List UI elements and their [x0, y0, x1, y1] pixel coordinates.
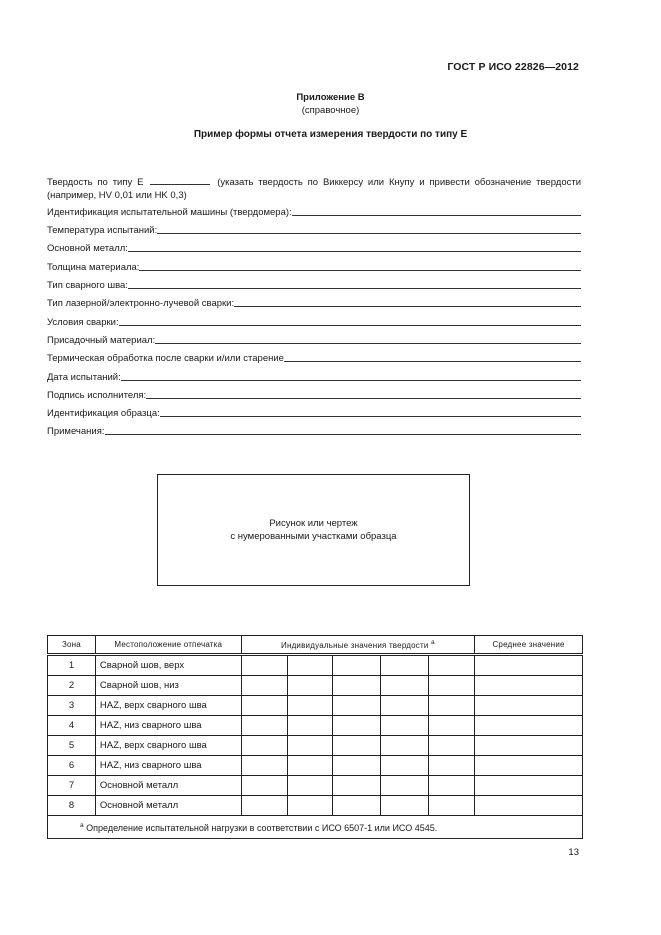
field-machine-id	[47, 204, 581, 218]
field-label: Тип лазерной/электронно-лучевой сварки:	[47, 298, 235, 309]
table-row	[48, 696, 583, 716]
value-cell[interactable]	[287, 776, 333, 796]
average-cell[interactable]	[475, 756, 583, 776]
figure-caption-line2: с нумерованными участками образца	[230, 531, 397, 542]
table-row	[48, 716, 583, 736]
zone-cell: 6	[48, 756, 96, 776]
value-cell[interactable]	[429, 655, 475, 676]
value-cell[interactable]	[241, 655, 287, 676]
table-row	[48, 655, 583, 676]
field-weld-type	[47, 277, 581, 291]
value-cell[interactable]	[287, 696, 333, 716]
value-cell[interactable]	[381, 756, 429, 776]
footnote-text: Определение испытательной нагрузки в соответствии с ИСО 6507-1 или ИСО 4545.	[86, 822, 438, 833]
header-individual-values	[241, 636, 474, 655]
hardness-type-label: Твердость по типу Е	[47, 177, 144, 188]
table-row	[48, 676, 583, 696]
header-location: Местоположение отпечатка	[95, 636, 241, 655]
hardness-type-blank[interactable]	[150, 175, 210, 185]
value-cell[interactable]	[287, 796, 333, 816]
value-cell[interactable]	[287, 716, 333, 736]
field-blank[interactable]	[157, 232, 581, 234]
annex-subtitle: (справочное)	[301, 105, 360, 116]
location-cell: HAZ, низ сварного шва	[95, 716, 241, 736]
field-label: Дата испытаний:	[47, 372, 121, 383]
value-cell[interactable]	[241, 676, 287, 696]
hardness-table	[47, 635, 583, 839]
field-blank[interactable]	[160, 415, 581, 417]
value-cell[interactable]	[429, 716, 475, 736]
standard-code: ГОСТ Р ИСО 22826—2012	[447, 61, 579, 73]
location-cell: Основной металл	[95, 796, 241, 816]
header-zone: Зона	[48, 636, 96, 655]
zone-cell: 2	[48, 676, 96, 696]
average-cell[interactable]	[475, 776, 583, 796]
field-label: Подпись исполнителя:	[47, 390, 147, 401]
value-cell[interactable]	[241, 776, 287, 796]
header-footnote-mark: a	[430, 639, 435, 646]
field-notes	[47, 423, 581, 437]
field-blank[interactable]	[292, 214, 581, 216]
table-row	[48, 736, 583, 756]
field-blank[interactable]	[128, 287, 581, 289]
header-average: Среднее значение	[475, 636, 583, 655]
value-cell[interactable]	[241, 736, 287, 756]
average-cell[interactable]	[475, 716, 583, 736]
value-cell[interactable]	[429, 796, 475, 816]
value-cell[interactable]	[429, 756, 475, 776]
value-cell[interactable]	[287, 756, 333, 776]
field-blank[interactable]	[105, 433, 582, 435]
field-blank[interactable]	[121, 379, 581, 381]
value-cell[interactable]	[241, 756, 287, 776]
value-cell[interactable]	[241, 796, 287, 816]
value-cell[interactable]	[381, 776, 429, 796]
average-cell[interactable]	[475, 676, 583, 696]
zone-cell: 4	[48, 716, 96, 736]
field-label: Основной металл:	[47, 243, 128, 254]
field-base-metal	[47, 240, 581, 254]
figure-caption-line1: Рисунок или чертеж	[269, 518, 358, 529]
average-cell[interactable]	[475, 655, 583, 676]
value-cell[interactable]	[287, 655, 333, 676]
field-blank[interactable]	[146, 397, 581, 399]
hardness-type-instructions: (указать твердость по Виккерсу или Кнупу и привести обозначение твердости (например, HV 0,01 или HK 0,3)	[47, 177, 582, 201]
field-welding-conditions	[47, 314, 581, 328]
specimen-figure-box	[157, 474, 470, 586]
footnote-mark: a	[80, 821, 84, 829]
field-blank[interactable]	[119, 324, 581, 326]
field-label: Примечания:	[47, 426, 105, 437]
field-label: Тип сварного шва:	[47, 280, 128, 291]
average-cell[interactable]	[475, 696, 583, 716]
table-row	[48, 796, 583, 816]
average-cell[interactable]	[475, 736, 583, 756]
field-heat-treatment	[47, 350, 581, 364]
value-cell[interactable]	[287, 676, 333, 696]
value-cell[interactable]	[381, 736, 429, 756]
field-blank[interactable]	[284, 360, 581, 362]
field-test-date	[47, 369, 581, 383]
field-label: Толщина материала:	[47, 262, 140, 273]
field-filler-material	[47, 332, 581, 346]
zone-cell: 7	[48, 776, 96, 796]
table-row	[48, 776, 583, 796]
field-blank[interactable]	[155, 342, 581, 344]
location-cell: HAZ, низ сварного шва	[95, 756, 241, 776]
value-cell[interactable]	[429, 696, 475, 716]
value-cell[interactable]	[333, 736, 381, 756]
header-individual-label: Индивидуальные значения твердости	[281, 641, 429, 650]
annex-title: Приложение В	[296, 92, 365, 103]
value-cell[interactable]	[333, 796, 381, 816]
field-signature	[47, 387, 581, 401]
field-welding-type	[47, 295, 581, 309]
field-blank[interactable]	[128, 250, 581, 252]
value-cell[interactable]	[429, 736, 475, 756]
hardness-type-field	[47, 175, 581, 202]
field-label: Идентификация образца:	[47, 408, 160, 419]
table-header-row	[48, 636, 583, 655]
value-cell[interactable]	[333, 655, 381, 676]
field-material-thickness	[47, 259, 581, 273]
zone-cell: 8	[48, 796, 96, 816]
location-cell: Сварной шов, верх	[95, 655, 241, 676]
field-blank[interactable]	[234, 305, 581, 307]
location-cell: Сварной шов, низ	[95, 676, 241, 696]
value-cell[interactable]	[241, 716, 287, 736]
value-cell[interactable]	[333, 756, 381, 776]
field-label: Условия сварки:	[47, 317, 119, 328]
value-cell[interactable]	[381, 796, 429, 816]
field-label: Температура испытаний:	[47, 225, 158, 236]
field-specimen-id	[47, 405, 581, 419]
table-footnote	[48, 816, 583, 839]
value-cell[interactable]	[429, 676, 475, 696]
page-number: 13	[568, 847, 579, 858]
field-test-temperature	[47, 222, 581, 236]
table-row	[48, 756, 583, 776]
field-blank[interactable]	[139, 269, 581, 271]
average-cell[interactable]	[475, 796, 583, 816]
table-footnote-row	[48, 816, 583, 839]
value-cell[interactable]	[333, 716, 381, 736]
form-heading: Пример формы отчета измерения твердости по типу Е	[193, 129, 468, 140]
value-cell[interactable]	[381, 696, 429, 716]
location-cell: HAZ, верх сварного шва	[95, 696, 241, 716]
value-cell[interactable]	[429, 776, 475, 796]
zone-cell: 5	[48, 736, 96, 756]
field-label: Термическая обработка после сварки и/или старение	[47, 353, 284, 364]
value-cell[interactable]	[287, 736, 333, 756]
value-cell[interactable]	[381, 716, 429, 736]
value-cell[interactable]	[333, 776, 381, 796]
location-cell: Основной металл	[95, 776, 241, 796]
zone-cell: 1	[48, 655, 96, 676]
value-cell[interactable]	[381, 676, 429, 696]
location-cell: HAZ, верх сварного шва	[95, 736, 241, 756]
value-cell[interactable]	[241, 696, 287, 716]
field-label: Присадочный материал:	[47, 335, 156, 346]
value-cell[interactable]	[381, 655, 429, 676]
value-cell[interactable]	[333, 676, 381, 696]
field-label: Идентификация испытательной машины (твердомера):	[47, 207, 292, 218]
zone-cell: 3	[48, 696, 96, 716]
value-cell[interactable]	[333, 696, 381, 716]
